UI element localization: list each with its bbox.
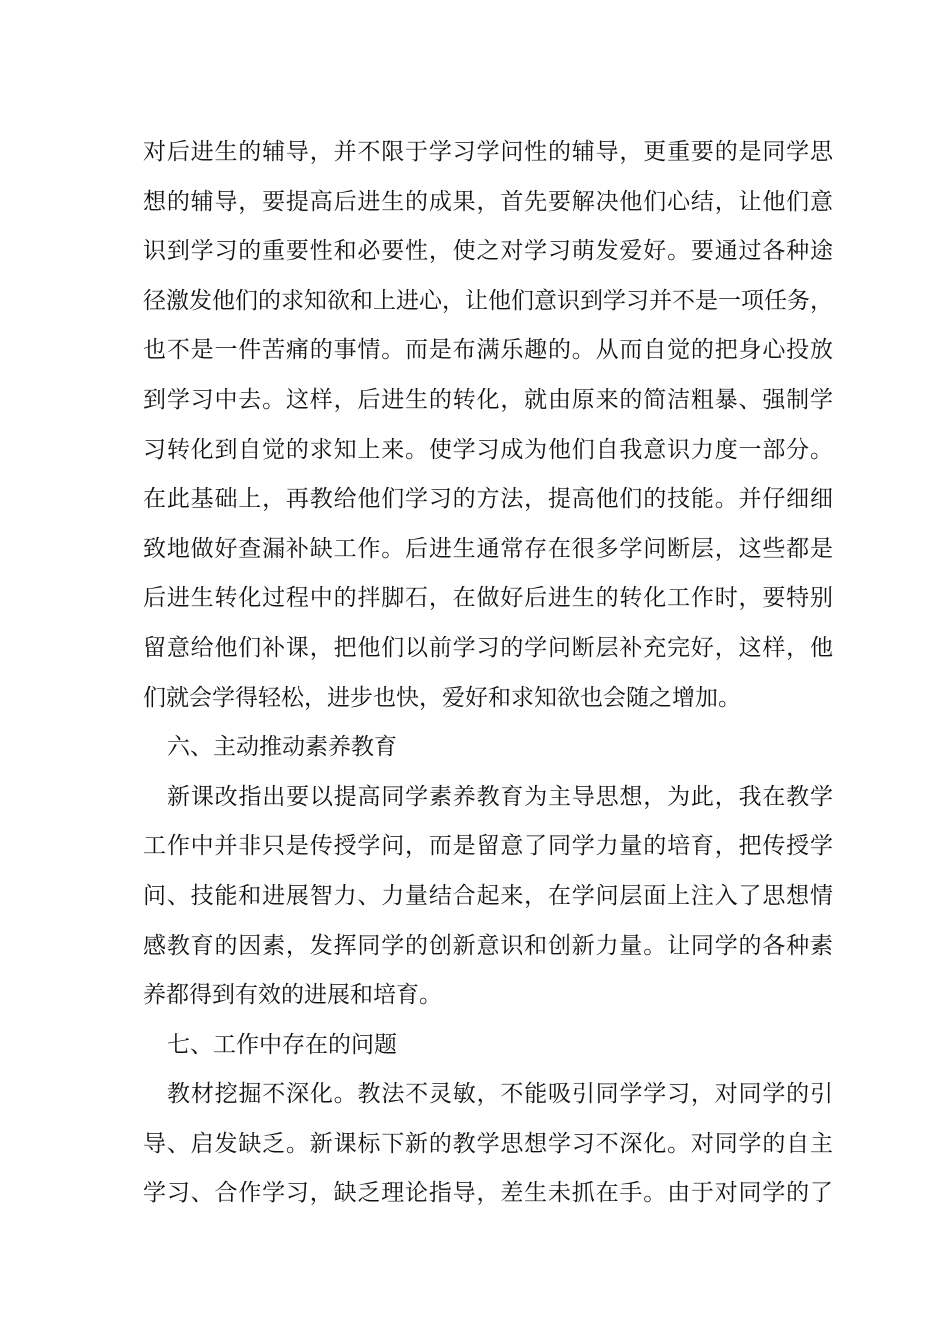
text-line: 想的辅导，要提高后进生的成果，首先要解决他们心结，让他们意 <box>143 188 833 215</box>
text-line: 教材挖掘不深化。教法不灵敏，不能吸引同学学习，对同学的引 <box>167 1081 833 1108</box>
text-line: 们就会学得轻松，进步也快，爱好和求知欲也会随之增加。 <box>143 684 741 711</box>
text-line: 导、启发缺乏。新课标下新的教学思想学习不深化。对同学的自主 <box>143 1130 833 1157</box>
text-line: 后进生转化过程中的拌脚石，在做好后进生的转化工作时，要特别 <box>143 585 833 612</box>
text-line: 在此基础上，再教给他们学习的方法，提高他们的技能。并仔细细 <box>143 486 833 513</box>
text-line: 新课改指出要以提高同学素养教育为主导思想，为此，我在教学 <box>167 783 833 810</box>
text-line: 工作中并非只是传授学问，而是留意了同学力量的培育，把传授学 <box>143 833 833 860</box>
text-line: 径激发他们的求知欲和上进心，让他们意识到学习并不是一项任务， <box>143 287 833 314</box>
text-line: 致地做好查漏补缺工作。后进生通常存在很多学问断层，这些都是 <box>143 535 833 562</box>
body-text <box>143 128 833 1219</box>
text-line: 学习、合作学习，缺乏理论指导，差生未抓在手。由于对同学的了 <box>143 1180 833 1207</box>
section-heading: 六、主动推动素养教育 <box>167 734 397 761</box>
section-heading: 七、工作中存在的问题 <box>167 1031 397 1058</box>
text-line: 留意给他们补课，把他们以前学习的学问断层补充完好，这样，他 <box>143 634 833 661</box>
text-line: 对后进生的辅导，并不限于学习学问性的辅导，更重要的是同学思 <box>143 139 833 165</box>
text-line: 到学习中去。这样，后进生的转化，就由原来的简洁粗暴、强制学 <box>143 386 833 413</box>
text-line: 养都得到有效的进展和培育。 <box>143 982 442 1009</box>
text-line: 也不是一件苦痛的事情。而是布满乐趣的。从而自觉的把身心投放 <box>143 337 833 364</box>
text-line: 习转化到自觉的求知上来。使学习成为他们自我意识力度一部分。 <box>143 436 833 463</box>
text-line: 识到学习的重要性和必要性，使之对学习萌发爱好。要通过各种途 <box>143 238 833 265</box>
text-line: 问、技能和进展智力、力量结合起来，在学问层面上注入了思想情 <box>143 882 833 909</box>
text-line: 感教育的因素，发挥同学的创新意识和创新力量。让同学的各种素 <box>143 932 833 959</box>
